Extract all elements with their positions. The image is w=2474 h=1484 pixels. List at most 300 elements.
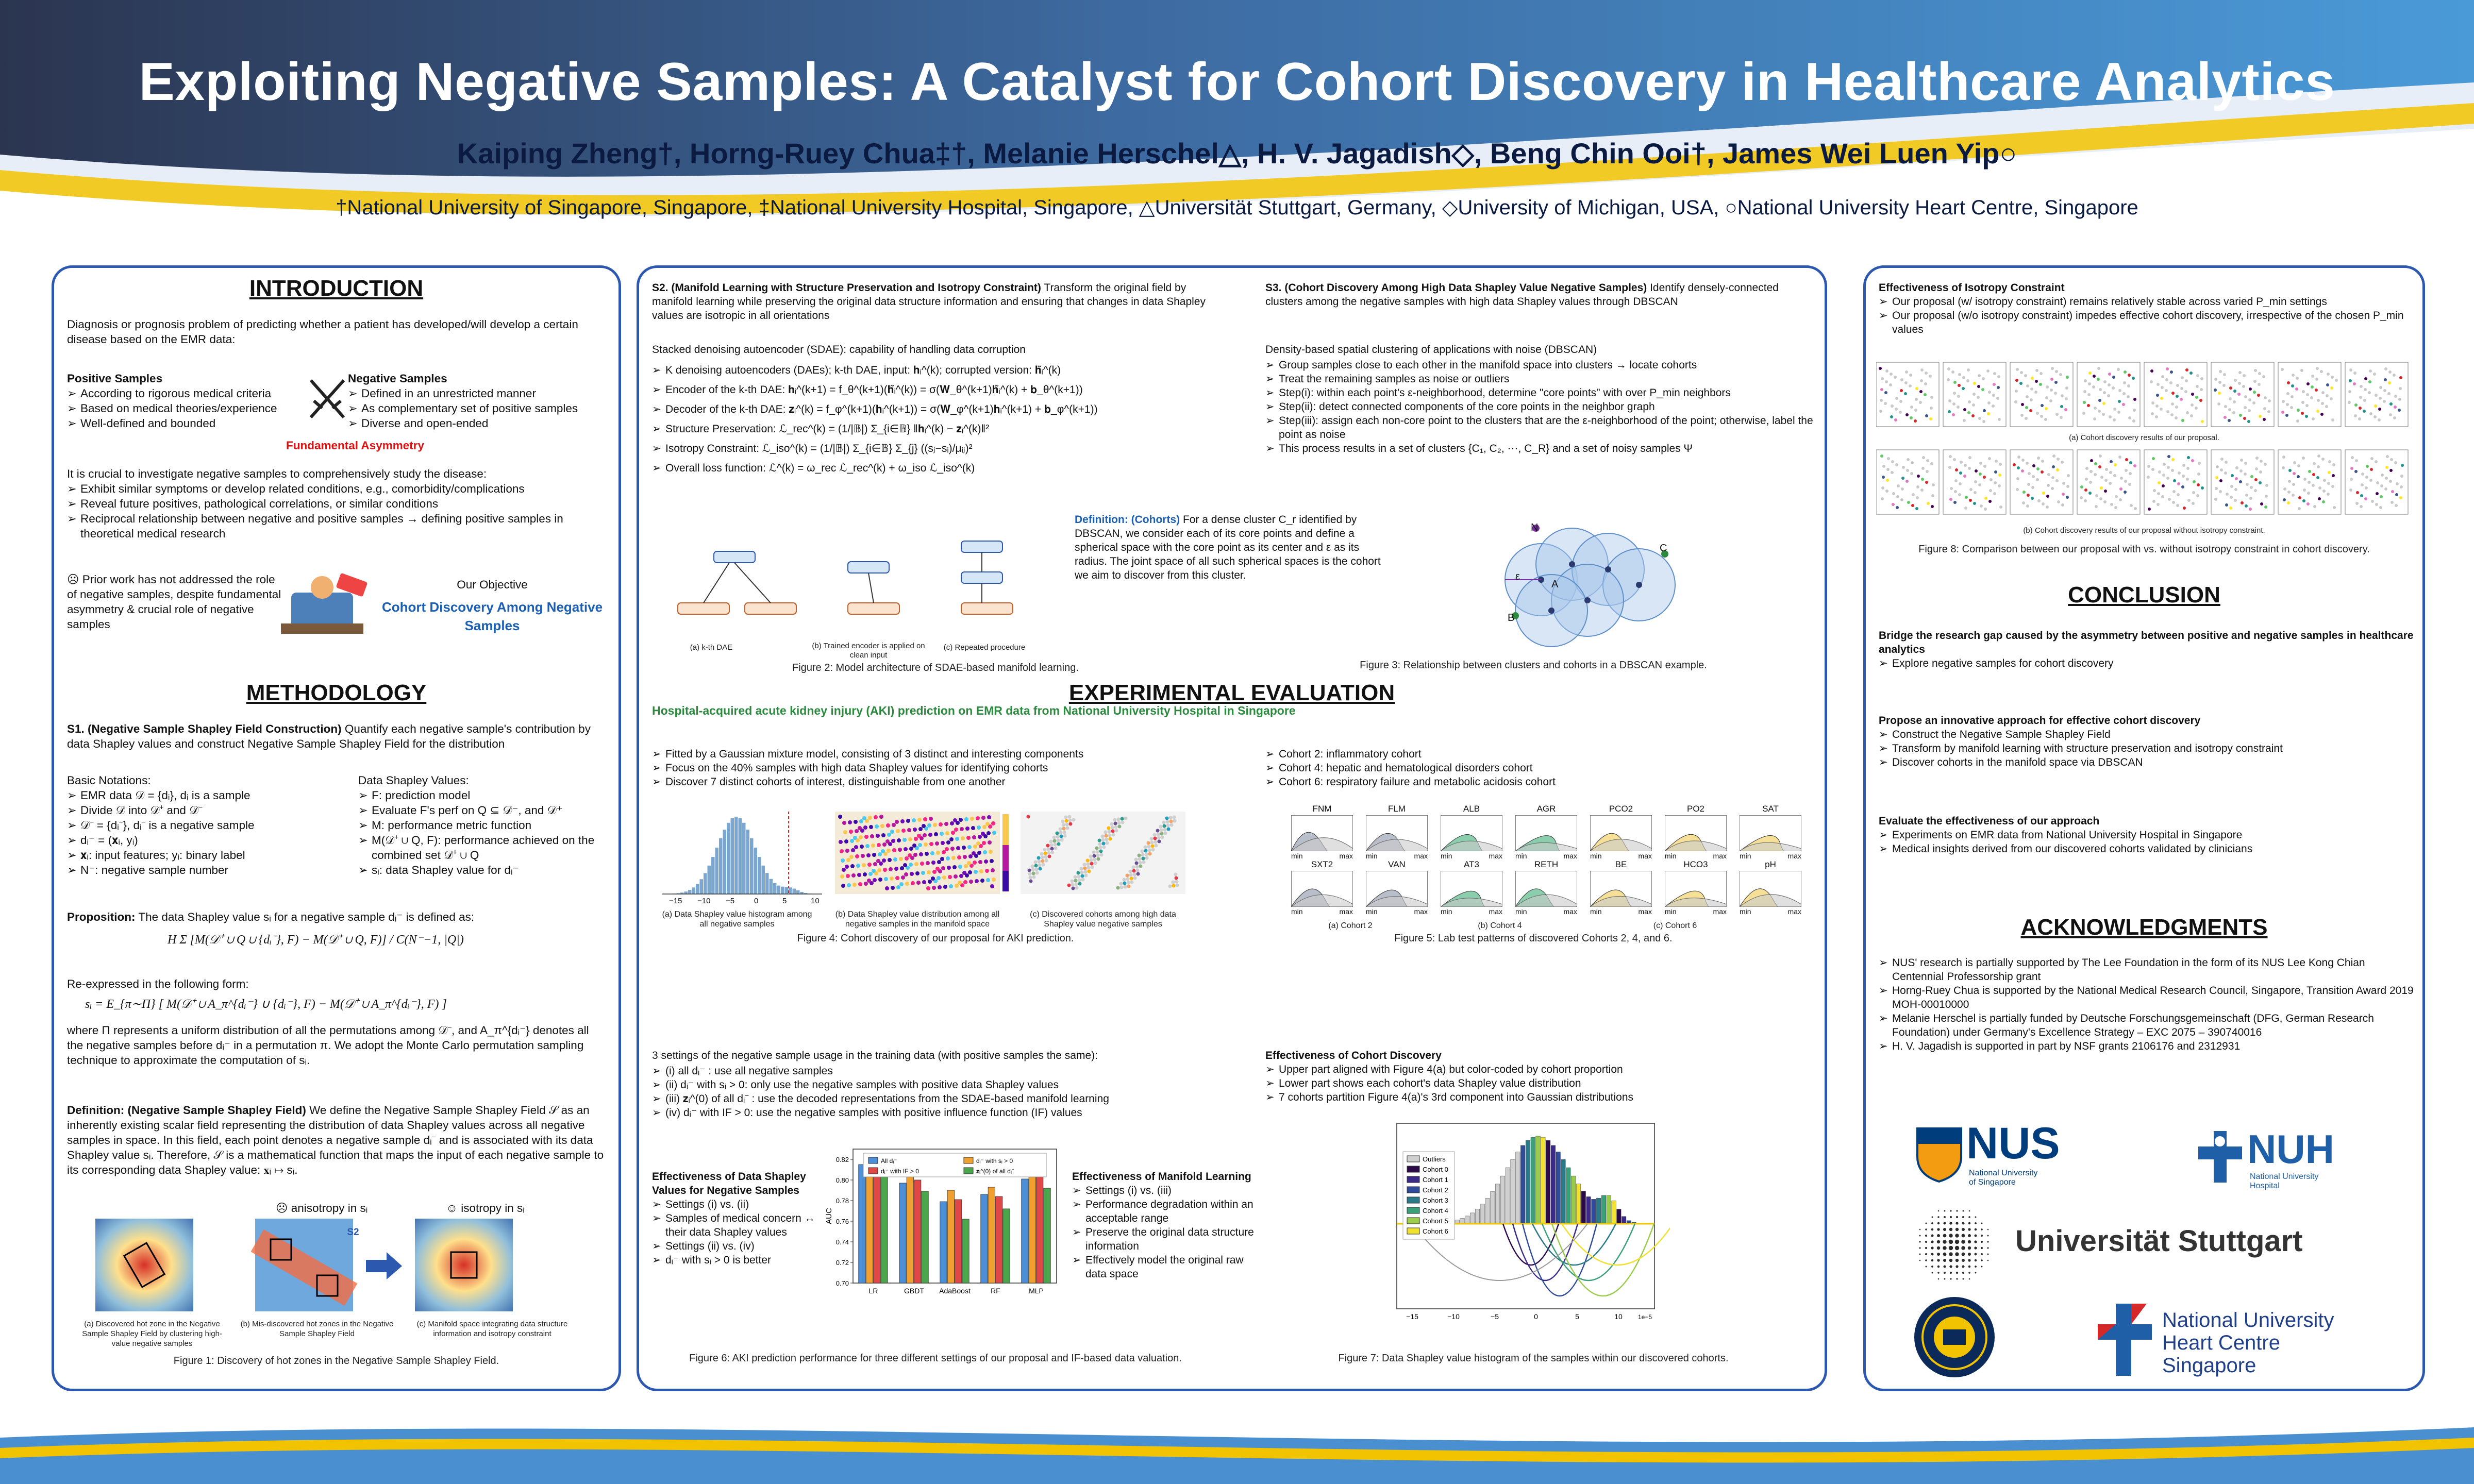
fig8-point — [1993, 383, 1996, 386]
fig4-cohort-point — [1054, 843, 1057, 847]
researcher-illustration-icon — [276, 572, 379, 639]
fig8-point — [2037, 457, 2040, 460]
right-panel — [1863, 265, 2425, 1391]
fig4-cohort-point — [1114, 822, 1117, 825]
fig4-scatter-point — [905, 882, 909, 886]
stuttgart-dot — [1961, 1246, 1965, 1250]
fig4-hist-bar — [723, 830, 727, 894]
fig4-scatter-point — [879, 815, 883, 819]
fig4-scatter-point — [906, 819, 910, 823]
fig7-legend-label: Cohort 0 — [1423, 1166, 1448, 1173]
fig8-point — [2224, 471, 2227, 475]
fig7-hist-bar — [1601, 1195, 1606, 1224]
fig1-arrow — [366, 1252, 402, 1279]
fig8-point — [2317, 454, 2320, 458]
fig8-point — [2172, 490, 2176, 493]
fig8-point — [2162, 474, 2165, 477]
fig8-point — [1914, 409, 1917, 412]
fig8-point — [1904, 392, 1907, 395]
fig8-point — [2332, 474, 2335, 477]
fig5-panel-label: SXT2 — [1311, 859, 1333, 869]
fig4-cohort-point — [1087, 866, 1091, 870]
fig4-cohort-point — [1065, 819, 1068, 823]
fig8-point — [2312, 417, 2315, 420]
fig4-cohort-point — [1080, 867, 1083, 871]
fig4-scatter-point — [959, 874, 963, 878]
fig3-label-c: C — [1660, 543, 1667, 554]
fig8-point — [2364, 497, 2367, 500]
fig8-point — [2027, 494, 2030, 497]
fig4-hist-bar — [758, 857, 761, 894]
fig8-point — [1929, 417, 1932, 420]
eff-shapley — [652, 1170, 838, 1267]
objective-text: Cohort Discovery Among Negative Samples — [381, 599, 603, 633]
fig8-point — [2108, 373, 2111, 376]
fig7-hist-bar — [1541, 1137, 1546, 1224]
fig8-point — [2117, 411, 2120, 414]
fig4-scatter-point — [913, 853, 917, 857]
fig8-point — [1967, 411, 1970, 414]
fig4-scatter-point — [991, 821, 995, 825]
fig4-cohort-point — [1116, 886, 1120, 890]
fig5-axis-tick: max — [1787, 907, 1801, 916]
fig4-cohort-point — [1060, 835, 1063, 838]
fig5-sub-c: (c) Cohort 6 — [1653, 921, 1697, 930]
fig4-scatter-point — [875, 824, 879, 829]
fig8-point — [2120, 477, 2123, 480]
fig4-cohort-point — [1071, 883, 1075, 887]
conclusion-item: ➢ Medical insights derived from our discovered cohorts validated by clinicians — [1879, 842, 2415, 856]
fig8-point — [2286, 392, 2289, 395]
fig8-point — [2029, 409, 2032, 412]
fig8-point — [1968, 400, 1971, 403]
fig4-scatter-point — [882, 842, 887, 847]
fig4-scatter-point — [968, 870, 972, 874]
negative-samples — [348, 371, 616, 431]
eff-manifold-item: ➢ Performance degradation within an acceptable range — [1072, 1198, 1258, 1225]
fig8-point — [2308, 481, 2311, 484]
cohorts-definition-heading: Definition: (Cohorts) — [1075, 514, 1180, 526]
fig4-scatter-point — [908, 853, 912, 857]
fig7-hist-bar — [1566, 1168, 1571, 1224]
fig8-point — [2050, 389, 2053, 392]
fig4-scatter-point — [860, 845, 864, 849]
fig5-axis-tick: min — [1441, 852, 1452, 860]
fig8-point — [2365, 486, 2368, 490]
fig4-tick-label: 10 — [811, 897, 820, 905]
fig4-cohort-point — [1093, 854, 1096, 858]
fig4-cohort-point — [1147, 841, 1150, 845]
fig4-scatter-point — [878, 878, 882, 882]
fig8-point — [1948, 466, 1951, 469]
objective-label: Our Objective — [457, 578, 528, 591]
fig4-scatter-point — [855, 854, 859, 858]
fig8-point — [1915, 387, 1918, 390]
fig4-scatter-point — [966, 836, 971, 840]
fig4-scatter-point — [868, 872, 873, 876]
fig4-scatter-point — [958, 865, 962, 869]
fig8-point — [1992, 404, 1995, 408]
fig8-point — [2098, 465, 2101, 468]
figure-8a-grid — [1876, 358, 2417, 435]
fig4-cohort-point — [1157, 833, 1160, 836]
fig8-sub-b: (b) Cohort discovery results of our proposal without isotropy constraint. — [2023, 526, 2265, 535]
fig8-point — [1962, 376, 1965, 379]
fig4-scatter-point — [916, 881, 921, 885]
fig8-point — [2122, 392, 2126, 395]
fig8-point — [1992, 394, 1995, 397]
fig8-point — [2349, 379, 2352, 382]
fig8-point — [2042, 492, 2045, 495]
stuttgart-dot — [1937, 1266, 1940, 1268]
fig4-scatter-point — [850, 864, 855, 868]
fig8-point — [2031, 377, 2034, 380]
notation-item: ➢ Divide 𝒟 into 𝒟⁺ and 𝒟⁻ — [67, 803, 335, 818]
fig8-point — [2080, 485, 2083, 488]
fig4-cohort-point — [1084, 870, 1088, 874]
fig4-hist-bar — [692, 887, 696, 894]
fig8-point — [1959, 482, 1962, 485]
stuttgart-dot — [1962, 1222, 1964, 1224]
fig8-point — [2022, 501, 2025, 504]
fig4-scatter-point — [881, 849, 885, 853]
fig8-point — [2032, 464, 2035, 467]
fig4-scatter-point — [912, 844, 916, 848]
fig8-point — [2224, 405, 2227, 408]
fig8-point — [2389, 469, 2393, 472]
fig7-legend-swatch — [1407, 1207, 1419, 1213]
fig8-point — [2187, 499, 2191, 502]
fig8-point — [2195, 407, 2198, 410]
fig8-point — [2124, 491, 2127, 494]
fig5-axis-labels — [1590, 907, 1652, 916]
fig8-point — [2244, 395, 2247, 398]
fig8-point — [2127, 395, 2130, 398]
s3-step-list — [1265, 358, 1817, 456]
fig4-cohort-point — [1095, 847, 1099, 850]
fig4-scatter-point — [904, 847, 908, 851]
fig4-cohort-point — [1052, 836, 1056, 839]
fig4-cohort-point — [1060, 838, 1064, 842]
fig8-point — [2132, 419, 2135, 423]
fig8-point — [2384, 487, 2387, 491]
fig5-panel-label: PCO2 — [1609, 804, 1633, 814]
fig4-cohort-point — [1142, 861, 1146, 864]
fig4-cohort-point — [1098, 842, 1102, 846]
fig8-point — [2166, 477, 2169, 480]
fig8-point — [2191, 403, 2194, 407]
fig8-point — [2393, 374, 2396, 377]
fig4-scatter-point — [930, 851, 934, 855]
fig8-point — [1880, 388, 1883, 391]
fig6-bar — [955, 1200, 962, 1283]
fig8-point — [1897, 484, 1900, 487]
fig8-point — [1920, 488, 1924, 492]
fig8-point — [2242, 385, 2245, 388]
fig8-point — [2332, 463, 2335, 466]
fig8-point — [2258, 372, 2261, 375]
fig4-cohort-point — [1158, 840, 1161, 844]
fig8-point — [2017, 456, 2020, 459]
fig4-cohort-point — [1136, 869, 1140, 872]
stuttgart-dot — [1937, 1259, 1940, 1261]
fig8-point — [2060, 405, 2063, 408]
fig7-hist-bar — [1495, 1184, 1500, 1224]
fig4-cohort-point — [1062, 823, 1065, 827]
fig5-axis-labels — [1291, 907, 1353, 916]
fig4-scatter-point — [935, 841, 939, 846]
fig4-scatter-point — [929, 842, 933, 846]
fig8-point — [2361, 473, 2364, 476]
fig7-hist-bar — [1607, 1195, 1611, 1224]
fig8-point — [2196, 374, 2199, 377]
fig8-point — [1899, 400, 1902, 403]
fig4-cohort-point — [1117, 821, 1121, 825]
fig8-point — [2061, 503, 2064, 507]
settings-list — [652, 1064, 1219, 1120]
fig8-point — [2398, 409, 2401, 412]
fig5-density-plot — [1740, 871, 1801, 907]
fig6-bar — [1029, 1166, 1035, 1283]
fig8-point — [2064, 408, 2067, 411]
stuttgart-dot — [1944, 1278, 1946, 1280]
fig8-point — [1947, 367, 1950, 370]
fig8-point — [2189, 372, 2193, 375]
stuttgart-dot — [1969, 1278, 1970, 1280]
stuttgart-dot — [1931, 1259, 1933, 1261]
fig6-bar — [874, 1168, 880, 1283]
fig8-point — [1892, 492, 1895, 495]
fig4-scatter-point — [992, 878, 996, 882]
fig8-point — [2030, 387, 2033, 391]
fig5-panel-label: PO2 — [1686, 804, 1705, 814]
michigan-seal-icon — [1912, 1293, 1997, 1381]
fig8-point — [2245, 494, 2248, 497]
fig8-point — [1911, 504, 1914, 507]
fig4-cohort-point — [1169, 820, 1173, 823]
fig8-point — [2313, 505, 2316, 508]
fig4-hist-bar — [750, 838, 754, 894]
fig8-point — [2161, 495, 2164, 498]
fig8-point — [1924, 393, 1927, 396]
intro-paragraph-2 — [67, 466, 608, 541]
fig8-point — [2084, 488, 2087, 492]
fig8-point — [2292, 374, 2295, 377]
fig7-legend-label: Cohort 6 — [1423, 1227, 1448, 1235]
fig8-point — [2394, 406, 2397, 409]
fig8-point — [1910, 406, 1913, 409]
fig8-point — [2355, 459, 2358, 462]
fig8-point — [2155, 415, 2158, 418]
fig8-point — [2110, 460, 2113, 463]
fig4-cohort-point — [1029, 880, 1033, 883]
fig6-ytick-label: 0.70 — [835, 1279, 849, 1287]
fig8-point — [2177, 482, 2180, 485]
fig8-point — [2024, 374, 2027, 377]
positive-title: Positive Samples — [67, 372, 163, 385]
fig8-point — [2312, 473, 2315, 476]
fig5-axis-labels — [1740, 907, 1801, 916]
fig8-point — [2254, 478, 2258, 481]
figure-7-histogram — [1381, 1121, 1670, 1329]
fig4-cohort-point — [1056, 835, 1060, 839]
fig8-point — [2376, 481, 2379, 484]
fig8-point — [2020, 371, 2023, 374]
fig4-cohort-point — [1057, 842, 1061, 846]
stuttgart-dot — [1938, 1278, 1940, 1280]
fig8-point — [2133, 464, 2136, 467]
fig8-point — [2049, 399, 2052, 402]
fig8-point — [2102, 402, 2105, 405]
fig8-point — [2253, 380, 2256, 383]
fig8-point — [2259, 470, 2262, 474]
fig4-scatter-point — [907, 828, 911, 832]
fig6-category-label: AdaBoost — [939, 1287, 971, 1295]
fig8-point — [2163, 463, 2166, 466]
fig4-axis-ticks — [660, 897, 820, 908]
fig8-point — [2160, 408, 2163, 411]
fig4-cohort-point — [1132, 869, 1136, 873]
fig8-point — [2230, 496, 2233, 499]
fig5-density-plot — [1441, 815, 1502, 851]
fig4-scatter-point — [987, 815, 991, 819]
fig8-point — [2057, 458, 2060, 461]
fig7-legend-label: Cohort 1 — [1423, 1176, 1448, 1184]
fig4-scatter-point — [937, 860, 941, 864]
fig6-legend-label: dᵢ⁻ with sᵢ > 0 — [976, 1157, 1013, 1165]
fig8-point — [2373, 373, 2376, 376]
fig8-point — [2191, 393, 2194, 396]
fig8-point — [2051, 476, 2054, 479]
heart-centre-icon — [2095, 1301, 2157, 1378]
fig8-point — [2028, 472, 2031, 475]
fig8-point — [1953, 458, 1956, 461]
dbscan-intro: Density-based spatial clustering of applications with noise (DBSCAN) — [1265, 344, 1597, 356]
fig5-panel-label: ALB — [1463, 804, 1480, 814]
conclusion-item: ➢ Experiments on EMR data from National University Hospital in Singapore — [1879, 828, 2415, 842]
fig4-scatter-point — [894, 867, 898, 871]
fig8-point — [1905, 370, 1908, 374]
fig4-scatter-point — [880, 824, 884, 828]
fig8-point — [2114, 463, 2117, 466]
fig4-cohort-point — [1094, 862, 1097, 865]
fig5-panel-label: AGR — [1536, 804, 1556, 814]
fig8-point — [2035, 380, 2038, 383]
fig8-point — [2192, 502, 2195, 505]
fig4-cohort-point — [1126, 878, 1130, 881]
fig4-scatter-point — [854, 845, 858, 849]
fig8-point — [1884, 402, 1887, 405]
fig8-point — [2320, 413, 2323, 416]
stuttgart-dot — [1963, 1210, 1964, 1212]
fig4-cohort-point — [1123, 878, 1126, 882]
fig8-point — [2254, 369, 2257, 372]
fig4-cohort-point — [1164, 832, 1167, 835]
fig4-hist-bar — [777, 886, 781, 894]
fig8-point — [2169, 381, 2172, 384]
fig8-point — [2238, 371, 2242, 374]
fig8-point — [1972, 393, 1976, 396]
fig8-point — [1958, 384, 1961, 387]
fig4-cohort-point — [1157, 836, 1161, 840]
fig8-point — [1887, 457, 1890, 460]
fig8-point — [2133, 409, 2136, 412]
fig4-cohort-point — [1088, 870, 1091, 873]
fig8-point — [1990, 478, 1993, 481]
fig4-scatter-point — [852, 883, 857, 887]
eff-manifold-item: ➢ Effectively model the original raw data space — [1072, 1253, 1258, 1281]
fig4-cohort-point — [1075, 886, 1079, 890]
fig8-point — [2354, 470, 2358, 473]
fig5-panel-label: AT3 — [1464, 859, 1479, 869]
fig4-cohort-point — [1141, 853, 1145, 857]
stuttgart-dot — [1943, 1240, 1946, 1243]
fig8-point — [2087, 393, 2091, 396]
fig4-cohort-point — [1071, 880, 1074, 883]
stuttgart-dot — [1943, 1259, 1946, 1262]
fig8-point — [1960, 461, 1963, 464]
fig8-point — [2016, 488, 2019, 491]
fig8-point — [2167, 466, 2170, 469]
fig4-scatter-point — [955, 837, 959, 841]
fig8-sub-a: (a) Cohort discovery results of our proposal. — [2069, 433, 2219, 442]
fig5-axis-tick: max — [1563, 907, 1577, 916]
fig4-hist-bar — [773, 883, 777, 894]
fig4-cohort-point — [1064, 816, 1068, 819]
fig8-point — [2124, 480, 2127, 483]
fig5-axis-labels — [1366, 852, 1428, 860]
fig8-point — [2015, 390, 2018, 393]
fig4-cohort-point — [1099, 846, 1102, 850]
fig4-scatter-point — [967, 845, 972, 849]
fig8-point — [1978, 417, 1981, 420]
fig8-point — [1882, 465, 1885, 468]
fig4-scatter-point — [926, 861, 930, 865]
stuttgart-dot — [1925, 1228, 1927, 1230]
fig8-point — [2298, 507, 2301, 510]
fig8-point — [2214, 389, 2217, 392]
fig4-scatter-point — [888, 858, 892, 862]
fig8-point — [2229, 386, 2232, 390]
fig7-hist-bar — [1516, 1152, 1520, 1224]
fig8-point — [2240, 459, 2243, 462]
fig8-point — [2113, 474, 2116, 477]
fig8-point — [2375, 394, 2378, 397]
fig8-point — [2360, 494, 2363, 497]
fig5-axis-tick: min — [1366, 907, 1378, 916]
fig8-point — [2093, 417, 2096, 420]
nuhcs-logo-text: National University Heart Centre Singapore — [2162, 1309, 2334, 1377]
fig8-point — [2041, 404, 2044, 407]
fig8-point — [1978, 483, 1981, 486]
s1-text: Quantify each negative sample's contribution by data Shapley values and construct Negative Sample Shapley Field for the distribution — [67, 722, 591, 750]
fig4-scatter-point — [963, 880, 967, 884]
fig7-hist-bar — [1586, 1196, 1591, 1224]
fig7-hist-bar — [1485, 1199, 1490, 1224]
fig8-point — [2061, 461, 2064, 464]
conclusion-2-list — [1879, 728, 2415, 769]
fig8-point — [2260, 460, 2263, 463]
fig4-cohort-point — [1173, 816, 1176, 819]
fig4-scatter-point — [964, 864, 968, 868]
fig4-scatter-point — [866, 853, 871, 857]
fig8-point — [2353, 382, 2356, 385]
fig8-point — [2327, 482, 2330, 485]
fig8-point — [2286, 403, 2289, 406]
s3-item: ➢ This process results in a set of clusters {C₁, C₂, ⋯, C_R} and a set of noisy samples Ψ — [1265, 442, 1817, 456]
s3-text: Identify densely-connected clusters among the negative samples with high data Shapley values through DBSCAN — [1265, 282, 1779, 308]
fig8-point — [2082, 412, 2085, 415]
